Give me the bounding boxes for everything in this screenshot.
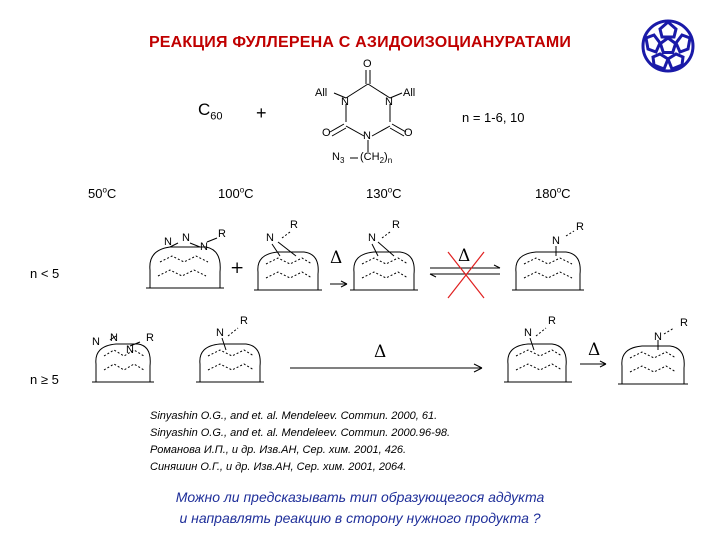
- label-n: N: [126, 344, 134, 356]
- question-line: и направлять реакцию в сторону нужного продукта ?: [179, 510, 541, 526]
- label-r: R: [680, 317, 688, 329]
- atom-all-left: All: [315, 87, 328, 99]
- label-n: N: [200, 241, 208, 253]
- row-label-n-ge-5: n ≥ 5: [30, 372, 59, 387]
- temperature-100: 100$^o$C: [218, 186, 254, 202]
- triazoline-adduct-row1: [146, 238, 224, 288]
- references-list: [150, 408, 450, 476]
- reference-item: Sinyashin O.G., and et. al. Mendeleev. Commun. 2000.96-98.: [150, 427, 451, 439]
- triazoline-adduct-row2: [92, 336, 154, 382]
- label-r: R: [240, 315, 248, 327]
- label-n: N: [92, 336, 100, 348]
- label-n: N: [216, 327, 224, 339]
- heat-symbol: Δ: [458, 246, 471, 266]
- c60-formula: $C_{60}$: [198, 100, 223, 123]
- label-n: N: [110, 332, 118, 344]
- aziridine-adduct-row1: [254, 232, 322, 290]
- azide-group: $N_3$: [332, 151, 345, 166]
- reference-item: Синяшин О.Г., и др. Изв.АН, Сер. хим. 2001, 2064.: [150, 461, 407, 473]
- temperature-180: 180$^o$C: [535, 186, 571, 202]
- atom-n-bottom: N: [363, 130, 371, 142]
- temperature-50: 50$^o$C: [88, 186, 117, 202]
- label-n: N: [552, 235, 560, 247]
- closing-question: [0, 487, 720, 529]
- label-r: R: [290, 219, 298, 231]
- aziridine-adduct-row1-130: [350, 232, 418, 290]
- atom-n-left: N: [341, 96, 349, 108]
- aziridine-adduct-row2: [196, 328, 264, 382]
- atom-o-top: O: [363, 58, 372, 70]
- reagent-plus-sign: +: [256, 103, 267, 123]
- product-mixture-plus: +: [230, 258, 245, 278]
- label-r: R: [548, 315, 556, 327]
- label-r: R: [218, 228, 226, 240]
- slide-title: РЕАКЦИЯ ФУЛЛЕРЕНА С АЗИДОИЗОЦИАНУРАТАМИ: [148, 34, 572, 51]
- atom-o-right: O: [404, 127, 413, 139]
- temperature-130: 130$^o$C: [366, 186, 402, 202]
- label-n: N: [654, 331, 662, 343]
- azafulleroid-row2: [618, 328, 688, 384]
- label-r: R: [576, 221, 584, 233]
- chain-length-condition: n = 1-6, 10: [462, 110, 525, 125]
- methylene-chain: $(CH_2)_n$: [360, 151, 393, 166]
- aziridine-adduct-row2-130: [504, 328, 572, 382]
- label-n: N: [266, 232, 274, 244]
- atom-o-left: O: [322, 127, 331, 139]
- atom-n-right: N: [385, 96, 393, 108]
- label-r: R: [146, 332, 154, 344]
- label-n: N: [182, 232, 190, 244]
- heat-symbol: Δ: [330, 248, 343, 268]
- question-line: Можно ли предсказывать тип образующегося аддукта: [175, 489, 545, 505]
- reference-item: Sinyashin O.G., and et. al. Mendeleev. Commun. 2000, 61.: [150, 410, 438, 422]
- label-n: N: [524, 327, 532, 339]
- azafulleroid-row1: [512, 231, 584, 290]
- row-label-n-less-5: n < 5: [30, 266, 60, 281]
- label-n: N: [368, 232, 376, 244]
- atom-all-right: All: [403, 87, 416, 99]
- label-n: N: [164, 236, 172, 248]
- reference-item: Романова И.П., и др. Изв.АН, Сер. хим. 2001, 426.: [150, 444, 407, 456]
- label-r: R: [392, 219, 400, 231]
- heat-symbol: Δ: [588, 340, 601, 360]
- heat-symbol: Δ: [374, 342, 387, 362]
